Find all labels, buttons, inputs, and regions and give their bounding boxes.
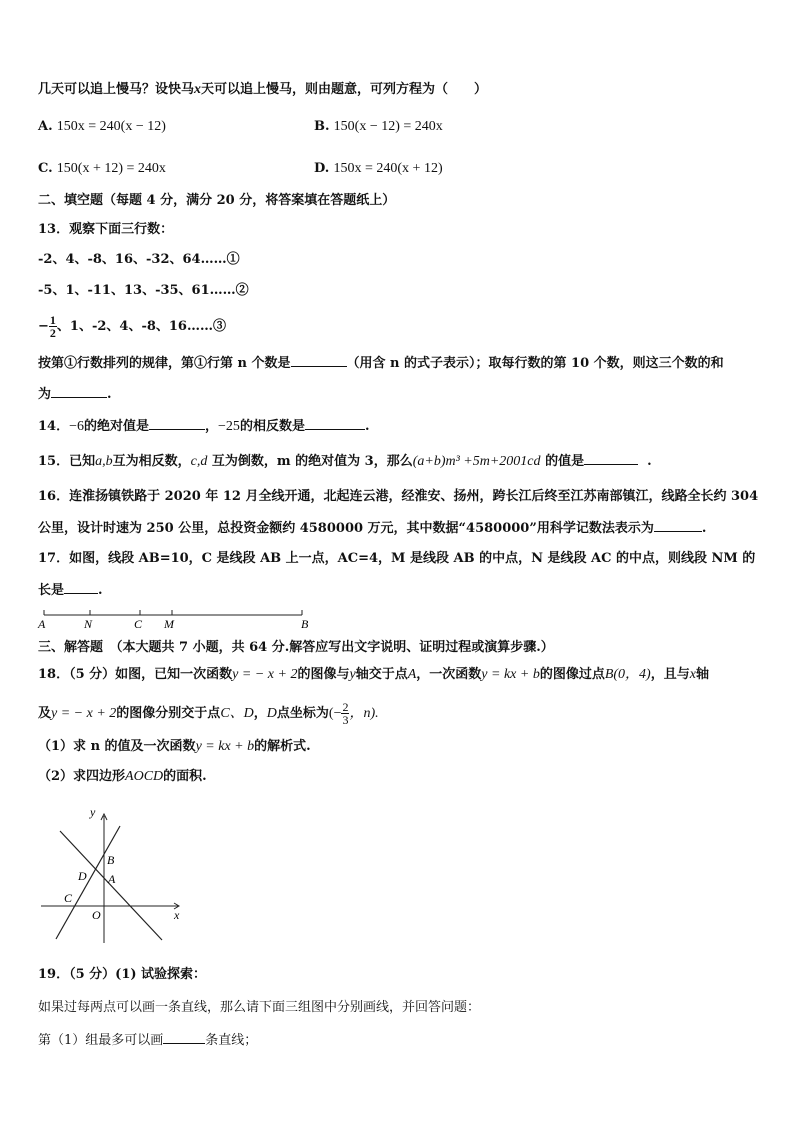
answer-blank[interactable] [64, 580, 98, 594]
answer-blank[interactable] [163, 1030, 205, 1044]
q19-line1: 19．（5 分）(1) 试验探索： [38, 967, 207, 982]
q12-stem: 几天可以追上慢马？设快马x天可以追上慢马，则由题意，可列方程为（ ） [38, 82, 488, 97]
answer-blank[interactable] [305, 416, 365, 430]
answer-blank[interactable] [149, 416, 205, 430]
q14: 14．−6的绝对值是 ，−25的相反数是 . [38, 416, 369, 436]
section2-title: 二、填空题（每题 4 分，满分 20 分，将答案填在答题纸上） [38, 193, 396, 208]
q13-row1: -2、4、-8、16、-32、64……① [38, 252, 240, 267]
q12-option-a: A. 150x = 240(x − 12) [38, 119, 166, 134]
q18-sub2: （2）求四边形AOCD的面积. [38, 769, 207, 784]
q12-option-b: B. 150(x − 12) = 240x [314, 119, 443, 134]
point-n-label: N [84, 617, 93, 631]
q15: 15．已知a,b互为相反数，c,d 互为倒数，m 的绝对值为 3，那么(a+b)m³ +5m+2001cd 的值是 . [38, 451, 652, 471]
answer-blank[interactable] [291, 353, 347, 367]
q16-line2: 公里，设计时速为 250 公里，总投资金额约 4580000 万元，其中数据“4580000”用科学记数法表示为 . [38, 518, 706, 538]
point-a-label: A [38, 617, 46, 631]
q13-line2: 为 . [38, 384, 112, 404]
graph-label-o: O [92, 908, 101, 922]
q13-row2: -5、1、-11、13、-35、61……② [38, 283, 249, 298]
q12-option-c: C. 150(x + 12) = 240x [38, 161, 166, 176]
q17-line1: 17．如图，线段 AB=10，C 是线段 AB 上一点，AC=4，M 是线段 AB 的中点，N 是线段 AC 的中点，则线段 NM 的 [38, 551, 756, 566]
q18-line1: 18．（5 分）如图，已知一次函数y = − x + 2的图像与y轴交于点A，一次函数y = kx + b的图像过点B(0，4)，且与x轴 [38, 667, 709, 682]
q13-stem: 13．观察下面三行数： [38, 222, 174, 237]
q12-option-d: D. 150x = 240(x + 12) [314, 161, 443, 176]
graph-label-y: y [90, 806, 96, 819]
q16-line1: 16．连淮扬镇铁路于 2020 年 12 月全线开通，北起连云港，经淮安、扬州，跨长江后终至江苏南部镇江，线路全长约 304 [38, 489, 759, 504]
q17-line2: 长是 . [38, 580, 103, 600]
q18-sub1: （1）求 n 的值及一次函数y = kx + b的解析式. [38, 739, 311, 754]
answer-blank[interactable] [584, 451, 638, 465]
q13-row3: − $\frac{1}{2}$ 、1、-2、4、-8、16……③ [38, 313, 226, 340]
q18-graph [38, 806, 198, 948]
q18-line2: 及y = − x + 2的图像分别交于点C、D，D点坐标为(− $\frac{2}{3}$ ，n). [38, 700, 379, 727]
point-m-label: M [164, 617, 174, 631]
q18-fraction: $\frac{2}{3}$ [342, 700, 349, 727]
q13-fraction: $\frac{1}{2}$ [49, 313, 56, 340]
graph-label-c: C [64, 891, 73, 905]
graph-label-x: x [174, 908, 180, 922]
q13-line1: 按第①行数排列的规律，第①行第 n 个数是 （用含 n 的式子表示）；取每行数的第 10 个数，则这三个数的和 [38, 353, 724, 373]
point-c-label: C [134, 617, 143, 631]
answer-blank[interactable] [51, 384, 107, 398]
graph-label-d: D [78, 869, 87, 883]
point-b-label: B [301, 617, 309, 631]
segment-figure [36, 606, 326, 634]
answer-blank[interactable] [654, 518, 702, 532]
q19-line2: 如果过每两点可以画一条直线，那么请下面三组图中分别画线，并回答问题： [38, 1000, 481, 1015]
graph-label-a: A [108, 872, 116, 886]
section3-title: 三、解答题 （本大题共 7 小题，共 64 分.解答应写出文字说明、证明过程或演算步骤.） [38, 640, 554, 655]
graph-label-b: B [107, 853, 115, 867]
q19-line3: 第（1）组最多可以画 条直线； [38, 1030, 257, 1050]
